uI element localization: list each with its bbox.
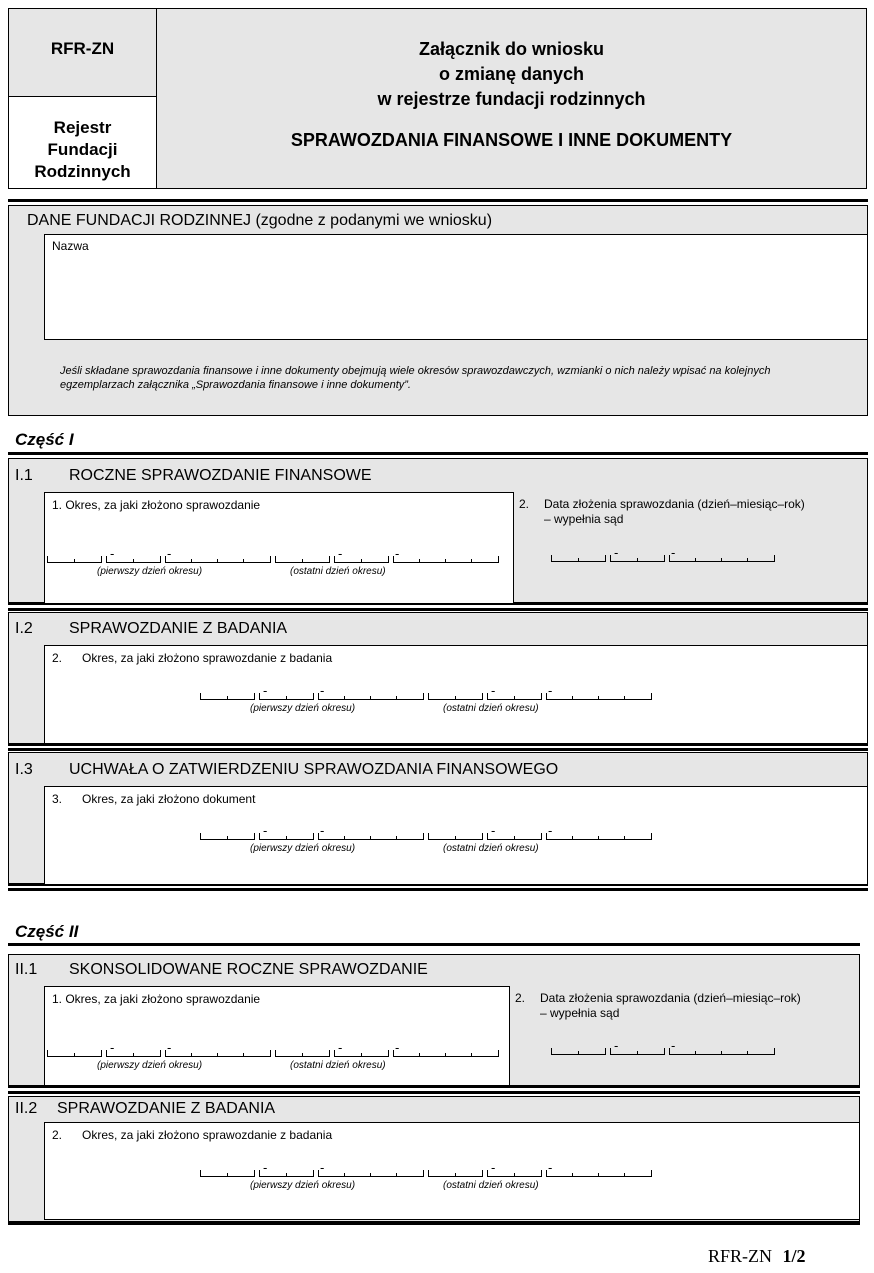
ii1-period-label: 1. Okres, za jaki złożono sprawozdanie	[52, 992, 261, 1006]
ii1-number: II.1	[15, 961, 38, 978]
i1-period-start-day-tick	[74, 559, 75, 562]
i1-period-start-month-tick	[133, 559, 134, 562]
ii1-period-start-year-tick	[191, 1053, 192, 1056]
i1-period-last-day-label: (ostatni dzień okresu)	[290, 566, 386, 577]
footer-page-id	[708, 1246, 806, 1267]
ii1-period-start-dash: -	[167, 1040, 172, 1055]
i1-period-start-year[interactable]	[165, 556, 271, 563]
i1-filing-date-year-tick	[747, 558, 748, 561]
i1-date-label1: Data złożenia sprawozdania (dzień–miesiąc–rok)	[544, 497, 805, 511]
i2-period-end-year[interactable]	[546, 693, 652, 700]
ii2-period-end-day-tick	[455, 1173, 456, 1176]
i3-period-start-year-tick	[396, 836, 397, 839]
i2-period-first-day-label: (pierwszy dzień okresu)	[250, 703, 356, 714]
header-register-cell	[8, 96, 157, 189]
i1-period-end-day-tick	[302, 559, 303, 562]
i1-period-start-year-tick	[217, 559, 218, 562]
ii2-period-start-year-tick	[396, 1173, 397, 1176]
i1-period-end-year-tick	[471, 559, 472, 562]
i1-filing-date-year[interactable]	[669, 555, 775, 562]
footer-code: RFR-ZN	[708, 1246, 773, 1266]
i3-period-start-year-tick	[370, 836, 371, 839]
part1-title: Część I	[15, 430, 74, 449]
title-line3: w rejestrze fundacji rodzinnych	[377, 89, 646, 109]
i2-period-start-month-tick	[286, 696, 287, 699]
ii2-period-end-dash: -	[491, 1160, 496, 1175]
ii1-filing-date-dash: -	[671, 1038, 676, 1053]
i1-period-label: 1. Okres, za jaki złożono sprawozdanie	[52, 498, 261, 512]
ii1-period-field[interactable]	[44, 986, 510, 1086]
i1-period-end-dash: -	[338, 546, 343, 561]
ii1-period-end-year[interactable]	[393, 1050, 499, 1057]
ii1-filing-date-year-tick	[747, 1051, 748, 1054]
i3-period-end-year[interactable]	[546, 833, 652, 840]
title-line2: o zmianę danych	[438, 64, 585, 84]
i1-filing-date-dash: -	[671, 545, 676, 560]
ii2-period-end-dash: -	[548, 1160, 553, 1175]
ii1-period-end-year-tick	[471, 1053, 472, 1056]
ii1-period-end-year-tick	[445, 1053, 446, 1056]
ii1-period-end-day-tick	[302, 1053, 303, 1056]
i3-period-end-dash: -	[491, 823, 496, 838]
register-line1: Rejestr	[53, 118, 112, 137]
ii2-period-last-day-label: (ostatni dzień okresu)	[443, 1180, 539, 1191]
ii1-date-label1: Data złożenia sprawozdania (dzień–miesiąc–rok)	[540, 991, 801, 1005]
i3-period-end-year-tick	[624, 836, 625, 839]
i1-filing-date-dash: -	[614, 545, 619, 560]
register-line3: Rodzinnych	[34, 162, 131, 181]
i3-period-start-dash: -	[263, 823, 268, 838]
i1-period-start-dash: -	[110, 546, 115, 561]
title-line1: Załącznik do wniosku	[418, 39, 605, 59]
i3-period-end-year-tick	[598, 836, 599, 839]
ii1-filing-date-day-tick	[578, 1051, 579, 1054]
ii2-period-end-year-tick	[624, 1173, 625, 1176]
ii1-title: SKONSOLIDOWANE ROCZNE SPRAWOZDANIE	[69, 961, 428, 978]
foundation-name-field[interactable]	[44, 234, 868, 340]
i3-period-first-day-label: (pierwszy dzień okresu)	[250, 843, 356, 854]
i1-period-end-dash: -	[395, 546, 400, 561]
ii2-period-start-year-tick	[344, 1173, 345, 1176]
ii2-period-start-dash: -	[263, 1160, 268, 1175]
i1-date-label2: – wypełnia sąd	[544, 512, 624, 526]
ii2-period-end-year-tick	[598, 1173, 599, 1176]
ii1-date-label2: – wypełnia sąd	[540, 1006, 620, 1020]
ii1-period-start-month-tick	[133, 1053, 134, 1056]
i1-date-num: 2.	[519, 497, 530, 511]
i3-period-end-dash: -	[548, 823, 553, 838]
foundation-heading: DANE FUNDACJI RODZINNEJ (zgodne z podanymi we wniosku)	[27, 212, 493, 229]
ii1-period-end-year-tick	[419, 1053, 420, 1056]
ii2-period-start-year[interactable]	[318, 1170, 424, 1177]
i1-period-start-dash: -	[167, 546, 172, 561]
ii2-period-end-year-tick	[572, 1173, 573, 1176]
ii1-period-start-year[interactable]	[165, 1050, 271, 1057]
i3-field-label: Okres, za jaki złożono dokument	[82, 792, 256, 806]
foundation-note: Jeśli składane sprawozdania finansowe i inne dokumenty obejmują wiele okresów sprawozdawczych, wzmianki o nich należy wpisać na kolejnych egzemplarzach załącznika „Sprawozdania finansowe i inne dokumenty”.	[60, 365, 771, 391]
i1-period-first-day-label: (pierwszy dzień okresu)	[97, 566, 203, 577]
ii2-period-start-year-tick	[370, 1173, 371, 1176]
ii2-period-start-day-tick	[227, 1173, 228, 1176]
i3-period-start-year-tick	[344, 836, 345, 839]
ii2-period-first-day-label: (pierwszy dzień okresu)	[250, 1180, 356, 1191]
footer-page: 1/2	[782, 1246, 806, 1266]
i2-period-end-year-tick	[572, 696, 573, 699]
i2-period-end-day-tick	[455, 696, 456, 699]
i1-filing-date-year-tick	[721, 558, 722, 561]
ii1-period-start-year-tick	[217, 1053, 218, 1056]
i3-period-end-day-tick	[455, 836, 456, 839]
i3-period-end-year-tick	[572, 836, 573, 839]
i2-period-start-year-tick	[370, 696, 371, 699]
ii1-period-end-month-tick	[361, 1053, 362, 1056]
i1-filing-date-day-tick	[578, 558, 579, 561]
i3-field-num: 3.	[52, 792, 63, 806]
ii1-filing-date-dash: -	[614, 1038, 619, 1053]
ii1-period-end-dash: -	[395, 1040, 400, 1055]
ii1-period-start-dash: -	[110, 1040, 115, 1055]
name-label: Nazwa	[52, 239, 89, 253]
i2-period-end-year-tick	[598, 696, 599, 699]
i3-period-last-day-label: (ostatni dzień okresu)	[443, 843, 539, 854]
ii1-filing-date-year[interactable]	[669, 1048, 775, 1055]
i2-period-start-year-tick	[344, 696, 345, 699]
i1-period-end-year-tick	[419, 559, 420, 562]
i2-period-start-dash: -	[263, 683, 268, 698]
i1-title: ROCZNE SPRAWOZDANIE FINANSOWE	[69, 467, 372, 484]
i2-period-start-day-tick	[227, 696, 228, 699]
i1-filing-date-month-tick	[637, 558, 638, 561]
i2-period-start-year[interactable]	[318, 693, 424, 700]
register-line2: Fundacji	[47, 140, 118, 159]
i2-field-label: Okres, za jaki złożono sprawozdanie z badania	[82, 651, 333, 665]
i3-period-start-dash: -	[320, 823, 325, 838]
i1-period-end-month-tick	[361, 559, 362, 562]
ii1-filing-date-year-tick	[721, 1051, 722, 1054]
i1-period-end-year[interactable]	[393, 556, 499, 563]
i1-filing-date-year-tick	[695, 558, 696, 561]
ii1-filing-date-month-tick	[637, 1051, 638, 1054]
i1-period-field[interactable]	[44, 492, 514, 604]
i2-number: I.2	[15, 620, 33, 637]
ii2-period-start-month-tick	[286, 1173, 287, 1176]
i2-period-start-dash: -	[320, 683, 325, 698]
form-code: RFR-ZN	[50, 39, 115, 58]
i2-period-end-dash: -	[491, 683, 496, 698]
ii1-period-end-dash: -	[338, 1040, 343, 1055]
ii2-period-end-year[interactable]	[546, 1170, 652, 1177]
header-code-cell	[8, 8, 157, 97]
ii1-period-start-year-tick	[243, 1053, 244, 1056]
ii1-filing-date-year-tick	[695, 1051, 696, 1054]
i1-period-start-year-tick	[243, 559, 244, 562]
ii1-period-first-day-label: (pierwszy dzień okresu)	[97, 1060, 203, 1071]
i2-period-end-dash: -	[548, 683, 553, 698]
i1-period-start-year-tick	[191, 559, 192, 562]
ii2-field-label: Okres, za jaki złożono sprawozdanie z badania	[82, 1128, 333, 1142]
i3-period-start-year[interactable]	[318, 833, 424, 840]
ii1-date-num: 2.	[515, 991, 526, 1005]
part2-title: Część II	[15, 922, 79, 941]
ii2-field-num: 2.	[52, 1128, 63, 1142]
ii2-number: II.2	[15, 1100, 38, 1117]
title-main: SPRAWOZDANIA FINANSOWE I INNE DOKUMENTY	[290, 130, 733, 150]
i2-period-end-month-tick	[514, 696, 515, 699]
i3-period-end-month-tick	[514, 836, 515, 839]
ii1-period-start-day-tick	[74, 1053, 75, 1056]
i1-number: I.1	[15, 467, 33, 484]
ii2-period-start-dash: -	[320, 1160, 325, 1175]
i1-period-end-year-tick	[445, 559, 446, 562]
i3-period-start-month-tick	[286, 836, 287, 839]
i2-period-last-day-label: (ostatni dzień okresu)	[443, 703, 539, 714]
ii2-period-end-month-tick	[514, 1173, 515, 1176]
i3-title: UCHWAŁA O ZATWIERDZENIU SPRAWOZDANIA FINANSOWEGO	[69, 761, 559, 778]
i3-period-start-day-tick	[227, 836, 228, 839]
header-title-cell	[156, 8, 867, 189]
i2-title: SPRAWOZDANIE Z BADANIA	[69, 620, 288, 637]
i3-number: I.3	[15, 761, 33, 778]
ii2-title: SPRAWOZDANIE Z BADANIA	[57, 1100, 276, 1117]
i2-field-num: 2.	[52, 651, 63, 665]
i2-period-end-year-tick	[624, 696, 625, 699]
ii1-period-last-day-label: (ostatni dzień okresu)	[290, 1060, 386, 1071]
i2-period-start-year-tick	[396, 696, 397, 699]
